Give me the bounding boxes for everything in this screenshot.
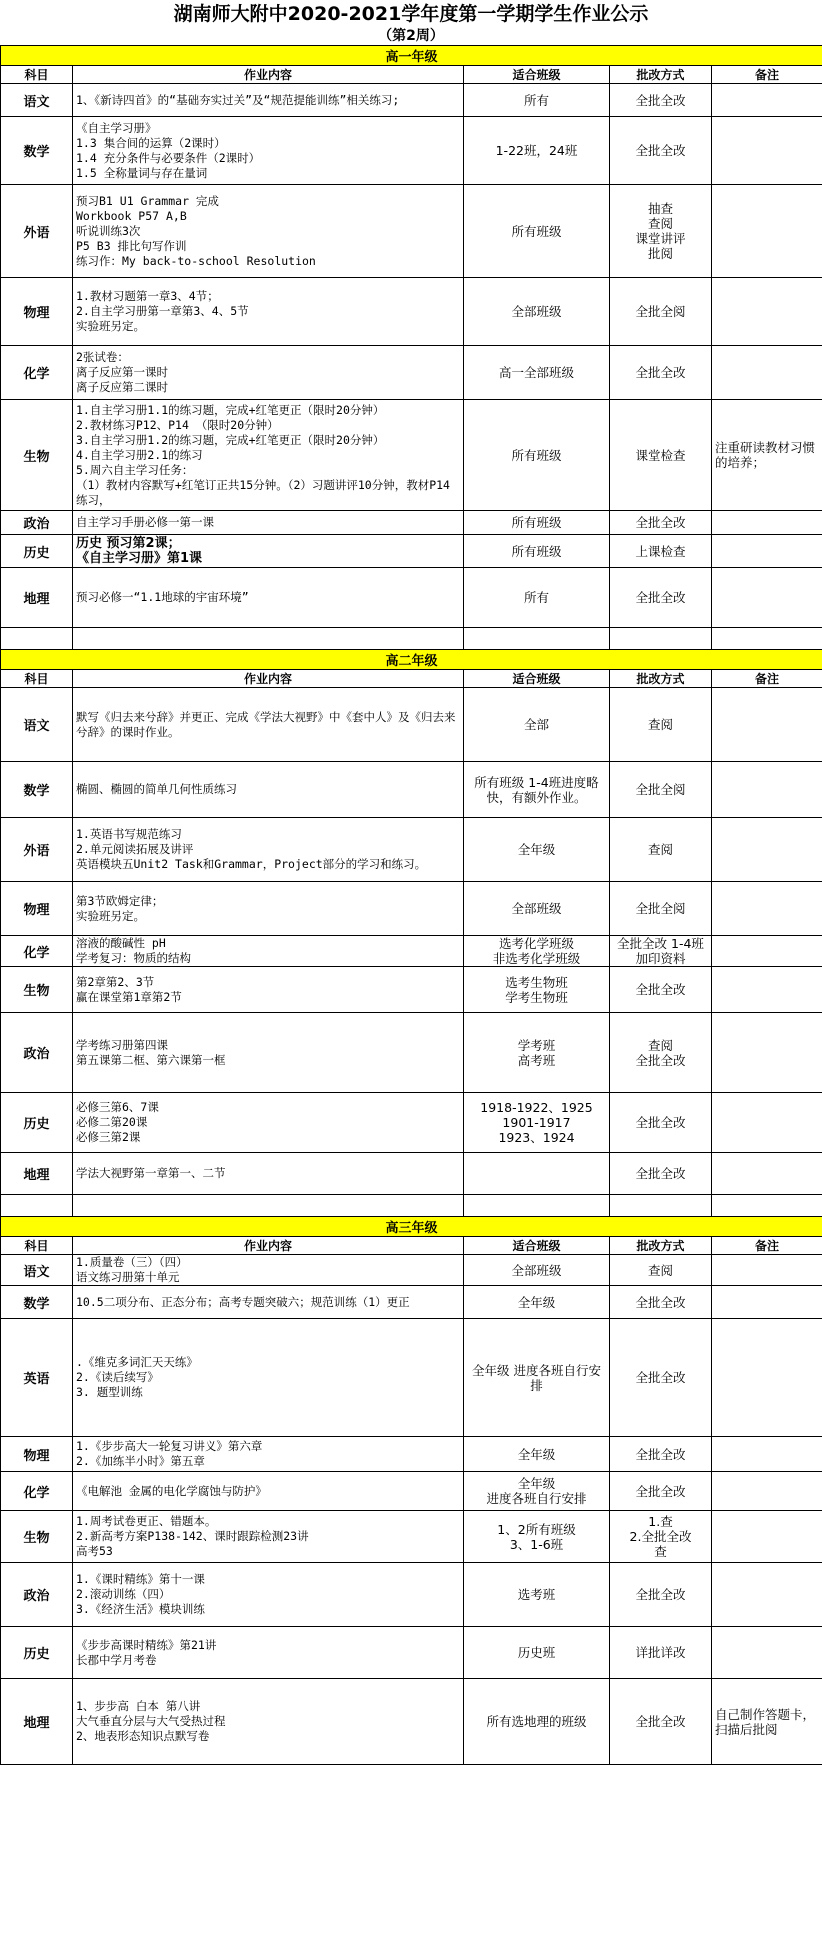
homework-row	[1, 1679, 822, 1765]
header-note: 备注	[712, 66, 822, 84]
spacer-cell	[712, 628, 822, 650]
week-subtitle: （第2周）	[378, 28, 444, 44]
spacer-cell	[464, 628, 610, 650]
header-subject: 科目	[1, 66, 73, 84]
subject-cell: 语文	[1, 84, 73, 117]
spacer-cell	[610, 1195, 712, 1217]
homework-row	[1, 511, 822, 535]
note-cell	[712, 1093, 822, 1153]
subject-cell: 英语	[1, 1319, 73, 1437]
homework-row	[1, 882, 822, 936]
content-cell: 学考练习册第四课 第五课第二框、第六课第一框	[73, 1013, 464, 1093]
class-cell: 所有	[464, 84, 610, 117]
content-cell: 自主学习手册必修一第一课	[73, 511, 464, 535]
subject-cell: 外语	[1, 185, 73, 278]
homework-row	[1, 1286, 822, 1319]
method-cell: 查阅 全批全改	[610, 1013, 712, 1093]
method-cell: 全批全改	[610, 117, 712, 185]
method-cell: 全批全改	[610, 1563, 712, 1627]
class-cell: 全年级	[464, 1437, 610, 1472]
subject-cell: 物理	[1, 882, 73, 936]
content-cell: 历史 预习第2课； 《自主学习册》第1课	[73, 535, 464, 568]
homework-row	[1, 762, 822, 818]
subject-cell: 化学	[1, 346, 73, 400]
note-cell: 自己制作答题卡，扫描后批阅	[712, 1679, 822, 1765]
grade-label: 高二年级	[1, 650, 822, 670]
homework-row	[1, 568, 822, 628]
header-subject: 科目	[1, 1237, 73, 1255]
class-cell: 高一全部班级	[464, 346, 610, 400]
spacer-cell	[712, 1195, 822, 1217]
content-cell: 1.《步步高大一轮复习讲义》第六章 2.《加练半小时》第五章	[73, 1437, 464, 1472]
content-cell: 预习B1 U1 Grammar 完成 Workbook P57 A,B 听说训练3次 P5 B3 排比句写作训 练习作：My back-to-school Resolution	[73, 185, 464, 278]
method-cell: 全批全改	[610, 346, 712, 400]
subject-cell: 数学	[1, 762, 73, 818]
note-cell	[712, 1286, 822, 1319]
homework-table	[0, 45, 822, 1765]
header-class: 适合班级	[464, 1237, 610, 1255]
header-row	[1, 66, 822, 84]
homework-row	[1, 535, 822, 568]
class-cell: 1-22班，24班	[464, 117, 610, 185]
content-cell: 必修三第6、7课 必修二第20课 必修三第2课	[73, 1093, 464, 1153]
content-cell: 第3节欧姆定律； 实验班另定。	[73, 882, 464, 936]
method-cell: 全批全改	[610, 511, 712, 535]
method-cell: 1.查 2.全批全改 查	[610, 1511, 712, 1563]
header-content: 作业内容	[73, 670, 464, 688]
homework-row	[1, 346, 822, 400]
note-cell	[712, 1563, 822, 1627]
subject-cell: 政治	[1, 1563, 73, 1627]
homework-row	[1, 400, 822, 511]
header-method: 批改方式	[610, 66, 712, 84]
content-cell: 学法大视野第一章第一、二节	[73, 1153, 464, 1195]
note-cell	[712, 84, 822, 117]
class-cell: 全年级 进度各班自行安排	[464, 1319, 610, 1437]
class-cell: 所有班级	[464, 511, 610, 535]
subject-cell: 语文	[1, 1255, 73, 1286]
spacer-cell	[1, 628, 73, 650]
grade-row	[1, 46, 822, 66]
content-cell: 1.自主学习册1.1的练习题，完成+红笔更正（限时20分钟） 2.教材练习P12、P14 （限时20分钟） 3.自主学习册1.2的练习题，完成+红笔更正（限时20分钟） 4.自主学习册2.1的练习 5.周六自主学习任务： （1）教材内容默写+红笔订正共15分钟。（2）习题讲评10分钟，教材P14练习，	[73, 400, 464, 511]
homework-row	[1, 936, 822, 967]
homework-row	[1, 185, 822, 278]
header-class: 适合班级	[464, 670, 610, 688]
class-cell	[464, 1153, 610, 1195]
class-cell: 全年级 进度各班自行安排	[464, 1472, 610, 1511]
content-cell: 预习必修一“1.1地球的宇宙环境”	[73, 568, 464, 628]
class-cell: 全部	[464, 688, 610, 762]
homework-row	[1, 117, 822, 185]
class-cell: 全年级	[464, 818, 610, 882]
note-cell	[712, 117, 822, 185]
homework-row	[1, 1093, 822, 1153]
header-method: 批改方式	[610, 1237, 712, 1255]
class-cell: 历史班	[464, 1627, 610, 1679]
note-cell	[712, 688, 822, 762]
header-class: 适合班级	[464, 66, 610, 84]
class-cell: 所有班级	[464, 535, 610, 568]
note-cell	[712, 1437, 822, 1472]
note-cell	[712, 346, 822, 400]
header-row	[1, 670, 822, 688]
class-cell: 所有班级	[464, 185, 610, 278]
homework-row	[1, 278, 822, 346]
homework-row	[1, 1511, 822, 1563]
method-cell: 课堂检查	[610, 400, 712, 511]
subject-cell: 历史	[1, 1093, 73, 1153]
method-cell: 全批全改	[610, 1319, 712, 1437]
content-cell: 1.《课时精练》第十一课 2.滚动训练（四） 3.《经济生活》模块训练	[73, 1563, 464, 1627]
spacer-cell	[73, 1195, 464, 1217]
subject-cell: 地理	[1, 1153, 73, 1195]
class-cell: 选考班	[464, 1563, 610, 1627]
class-cell: 全部班级	[464, 882, 610, 936]
note-cell: 注重研读教材习惯的培养；	[712, 400, 822, 511]
method-cell: 上课检查	[610, 535, 712, 568]
subject-cell: 生物	[1, 400, 73, 511]
spacer-cell	[610, 628, 712, 650]
homework-row	[1, 1153, 822, 1195]
content-cell: 1.英语书写规范练习 2.单元阅读拓展及讲评 英语模块五Unit2 Task和Grammar，Project部分的学习和练习。	[73, 818, 464, 882]
content-cell: 《步步高课时精练》第21讲 长郡中学月考卷	[73, 1627, 464, 1679]
note-cell	[712, 1511, 822, 1563]
class-cell: 所有班级 1-4班进度略快，有额外作业。	[464, 762, 610, 818]
grade-row	[1, 650, 822, 670]
spacer-cell	[1, 1195, 73, 1217]
note-cell	[712, 1627, 822, 1679]
note-cell	[712, 818, 822, 882]
note-cell	[712, 1255, 822, 1286]
content-cell: .《维克多词汇天天练》 2.《读后续写》 3. 题型训练	[73, 1319, 464, 1437]
homework-row	[1, 1437, 822, 1472]
header-content: 作业内容	[73, 66, 464, 84]
method-cell: 全批全改	[610, 1093, 712, 1153]
homework-row	[1, 688, 822, 762]
class-cell: 选考生物班 学考生物班	[464, 967, 610, 1013]
subject-cell: 语文	[1, 688, 73, 762]
content-cell: 10.5二项分布、正态分布；高考专题突破六；规范训练（1）更正	[73, 1286, 464, 1319]
content-cell: 1、步步高 白本 第八讲 大气垂直分层与大气受热过程 2、地表形态知识点默写卷	[73, 1679, 464, 1765]
title-block	[0, 0, 822, 45]
grade-label: 高三年级	[1, 1217, 822, 1237]
content-cell: 《自主学习册》 1.3 集合间的运算（2课时） 1.4 充分条件与必要条件（2课时） 1.5 全称量词与存在量词	[73, 117, 464, 185]
note-cell	[712, 762, 822, 818]
subject-cell: 外语	[1, 818, 73, 882]
method-cell: 全批全改	[610, 967, 712, 1013]
class-cell: 1、2所有班级 3、1-6班	[464, 1511, 610, 1563]
method-cell: 抽查 查阅 课堂讲评 批阅	[610, 185, 712, 278]
spacer-row	[1, 628, 822, 650]
class-cell: 所有班级	[464, 400, 610, 511]
note-cell	[712, 568, 822, 628]
method-cell: 查阅	[610, 1255, 712, 1286]
homework-row	[1, 1472, 822, 1511]
grade-label: 高一年级	[1, 46, 822, 66]
class-cell: 全年级	[464, 1286, 610, 1319]
method-cell: 全批全改	[610, 1153, 712, 1195]
note-cell	[712, 1472, 822, 1511]
subject-cell: 化学	[1, 1472, 73, 1511]
page-title: 湖南师大附中2020-2021学年度第一学期学生作业公示	[173, 3, 649, 25]
header-note: 备注	[712, 1237, 822, 1255]
homework-row	[1, 967, 822, 1013]
spacer-row	[1, 1195, 822, 1217]
note-cell	[712, 278, 822, 346]
note-cell	[712, 1153, 822, 1195]
subject-cell: 数学	[1, 1286, 73, 1319]
note-cell	[712, 967, 822, 1013]
header-content: 作业内容	[73, 1237, 464, 1255]
subject-cell: 政治	[1, 511, 73, 535]
homework-row	[1, 1255, 822, 1286]
content-cell: 1.周考试卷更正、错题本。 2.新高考方案P138-142、课时跟踪检测23讲 高考53	[73, 1511, 464, 1563]
content-cell: 第2章第2、3节 赢在课堂第1章第2节	[73, 967, 464, 1013]
note-cell	[712, 882, 822, 936]
content-cell: 1、《新诗四首》的“基础夯实过关”及“规范提能训练”相关练习;	[73, 84, 464, 117]
homework-row	[1, 1563, 822, 1627]
subject-cell: 政治	[1, 1013, 73, 1093]
content-cell: 默写《归去来兮辞》并更正、完成《学法大视野》中《套中人》及《归去来兮辞》的课时作业。	[73, 688, 464, 762]
homework-row	[1, 1013, 822, 1093]
class-cell: 所有	[464, 568, 610, 628]
content-cell: 2张试卷： 离子反应第一课时 离子反应第二课时	[73, 346, 464, 400]
subject-cell: 化学	[1, 936, 73, 967]
method-cell: 全批全阅	[610, 882, 712, 936]
homework-row	[1, 1319, 822, 1437]
note-cell	[712, 511, 822, 535]
homework-row	[1, 84, 822, 117]
subject-cell: 历史	[1, 535, 73, 568]
note-cell	[712, 185, 822, 278]
subject-cell: 地理	[1, 1679, 73, 1765]
class-cell: 学考班 高考班	[464, 1013, 610, 1093]
grade-row	[1, 1217, 822, 1237]
spacer-cell	[73, 628, 464, 650]
method-cell: 查阅	[610, 818, 712, 882]
content-cell: 溶液的酸碱性 pH 学考复习：物质的结构	[73, 936, 464, 967]
note-cell	[712, 535, 822, 568]
method-cell: 全批全改 1-4班 加印资料	[610, 936, 712, 967]
note-cell	[712, 936, 822, 967]
method-cell: 全批全改	[610, 1472, 712, 1511]
class-cell: 全部班级	[464, 278, 610, 346]
method-cell: 查阅	[610, 688, 712, 762]
class-cell: 所有选地理的班级	[464, 1679, 610, 1765]
subject-cell: 物理	[1, 278, 73, 346]
method-cell: 全批全改	[610, 1679, 712, 1765]
method-cell: 全批全改	[610, 1437, 712, 1472]
header-note: 备注	[712, 670, 822, 688]
method-cell: 全批全改	[610, 568, 712, 628]
subject-cell: 生物	[1, 1511, 73, 1563]
homework-row	[1, 1627, 822, 1679]
homework-row	[1, 818, 822, 882]
method-cell: 详批详改	[610, 1627, 712, 1679]
content-cell: 《电解池 金属的电化学腐蚀与防护》	[73, 1472, 464, 1511]
content-cell: 1.教材习题第一章3、4节； 2.自主学习册第一章第3、4、5节 实验班另定。	[73, 278, 464, 346]
note-cell	[712, 1319, 822, 1437]
method-cell: 全批全阅	[610, 278, 712, 346]
method-cell: 全批全改	[610, 1286, 712, 1319]
content-cell: 椭圆、椭圆的简单几何性质练习	[73, 762, 464, 818]
header-method: 批改方式	[610, 670, 712, 688]
header-row	[1, 1237, 822, 1255]
header-subject: 科目	[1, 670, 73, 688]
content-cell: 1.质量卷（三）（四） 语文练习册第十单元	[73, 1255, 464, 1286]
method-cell: 全批全阅	[610, 762, 712, 818]
spacer-cell	[464, 1195, 610, 1217]
subject-cell: 历史	[1, 1627, 73, 1679]
subject-cell: 物理	[1, 1437, 73, 1472]
subject-cell: 生物	[1, 967, 73, 1013]
note-cell	[712, 1013, 822, 1093]
subject-cell: 数学	[1, 117, 73, 185]
method-cell: 全批全改	[610, 84, 712, 117]
subject-cell: 地理	[1, 568, 73, 628]
class-cell: 全部班级	[464, 1255, 610, 1286]
class-cell: 选考化学班级 非选考化学班级	[464, 936, 610, 967]
class-cell: 1918-1922、1925 1901-1917 1923、1924	[464, 1093, 610, 1153]
